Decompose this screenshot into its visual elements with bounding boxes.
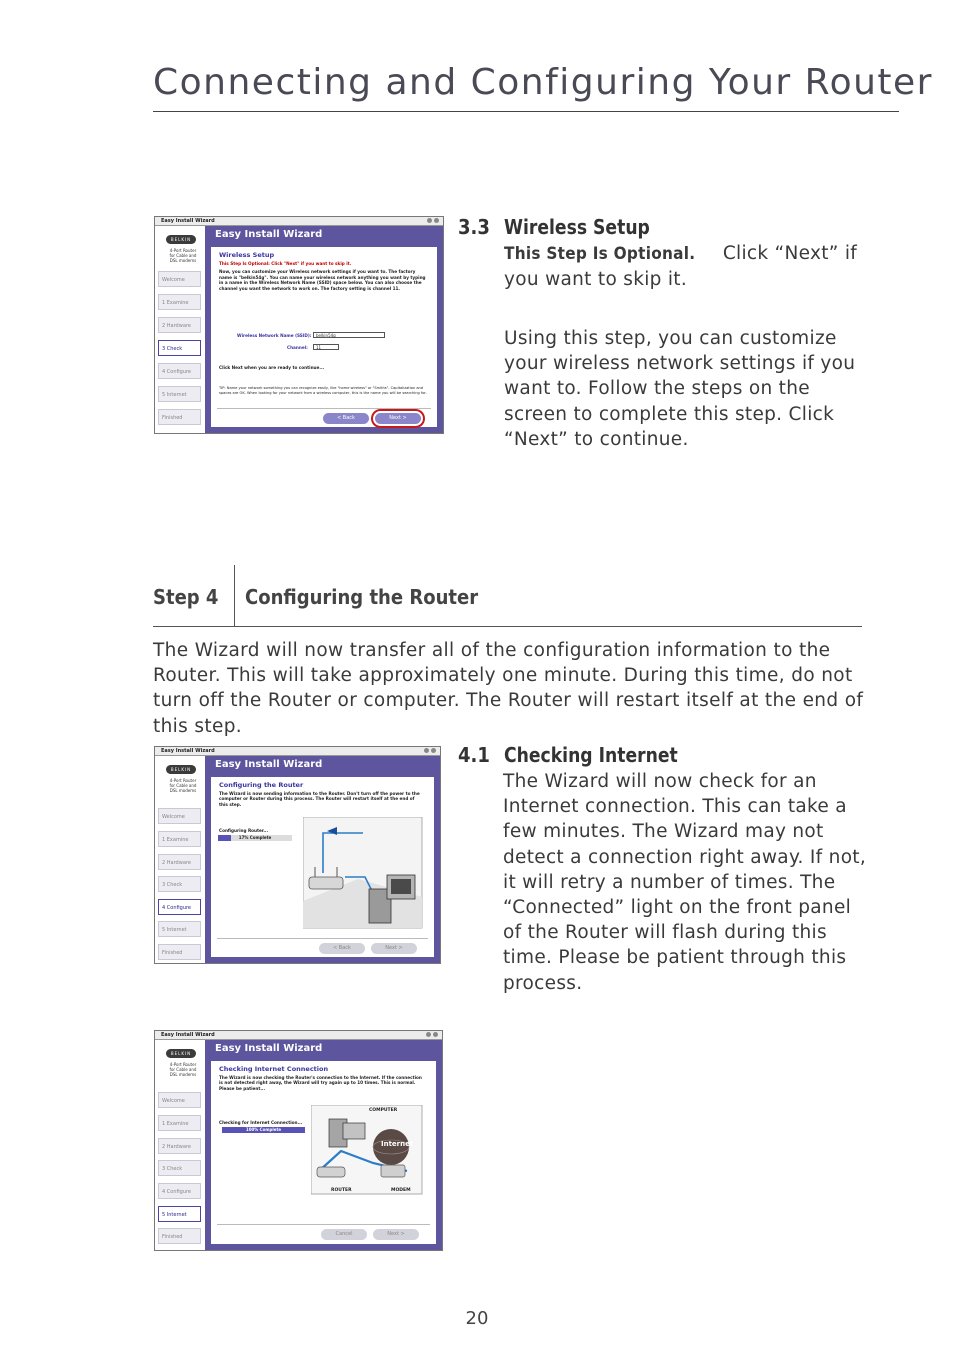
channel-select[interactable]: 11: [313, 344, 339, 350]
wireless-setup-screenshot: [154, 216, 444, 434]
nav-finished: Finished: [158, 1228, 201, 1244]
wizard-title: Easy Install Wizard: [215, 759, 323, 770]
window-titlebar: [155, 1031, 442, 1040]
window-controls: [422, 748, 436, 754]
wizard-panel: [211, 1061, 436, 1244]
nav-internet: 5 Internet: [158, 1206, 201, 1222]
channel-label: Channel:: [287, 345, 308, 350]
product-subtitle: for Cable and DSL modems: [169, 783, 197, 793]
product-name: 4-Port Router: [169, 778, 197, 783]
nav-examine: 1 Examine: [158, 831, 201, 847]
panel-heading: Checking Internet Connection: [219, 1065, 329, 1073]
progress-label: 100% Complete: [245, 1127, 282, 1132]
optional-text: Click “Next” if you want to skip it.: [504, 243, 858, 291]
belkin-logo: BELKIN: [166, 1049, 196, 1058]
section-number: 4.1: [458, 743, 490, 767]
panel-body: [219, 261, 429, 291]
wizard-sidebar: [155, 226, 205, 433]
status-text: Configuring Router...: [219, 828, 269, 833]
internet-label: Internet: [381, 1140, 414, 1148]
optional-line: This Step Is Optional: Click "Next" if you want to skip it.: [219, 261, 352, 266]
window-title: Easy Install Wizard: [161, 1032, 215, 1038]
progress-bar: [218, 835, 292, 841]
nav-welcome: Welcome: [158, 1092, 201, 1108]
step-rule: [153, 626, 862, 627]
nav-hardware: 2 Hardware: [158, 854, 201, 870]
page-title: Connecting and Configuring Your Router: [153, 62, 933, 103]
wizard-content: [205, 756, 440, 963]
wizard-content: [205, 226, 443, 433]
product-name: 4-Port Router: [169, 248, 197, 253]
section-heading: Wireless Setup: [504, 215, 650, 239]
nav-finished: Finished: [158, 409, 201, 425]
back-button[interactable]: < Back: [323, 413, 369, 424]
connection-diagram: [311, 1105, 423, 1195]
back-button[interactable]: < Back: [319, 943, 365, 954]
body-text: Now, you can customize your Wireless network settings if you want to. The factory name is "belkin54g". You can name your wireless network anything you want by typing in a name in the Wireless Network Name (SSID) space below. You can also choose the channel you want the network to work on. The factory setting is channel 11.: [219, 269, 426, 291]
panel-heading: Wireless Setup: [219, 251, 275, 259]
nav-internet: 5 Internet: [158, 921, 201, 937]
router-computer-illustration: [303, 817, 423, 929]
checking-internet-screenshot: [154, 1030, 443, 1251]
continue-text: Click Next when you are ready to continue...: [219, 365, 325, 370]
cancel-button[interactable]: Cancel: [321, 1229, 367, 1240]
product-label: [165, 778, 201, 793]
tip-text: TIP: Name your network something you can recognize easily, like "home wireless" or "Smiths". Capitalization and spaces are OK. When looking for your network from a wireless computer, this is the name you will be searching for.: [219, 386, 427, 395]
status-text: Checking for Internet Connection...: [219, 1120, 303, 1125]
nav-examine: 1 Examine: [158, 1115, 201, 1131]
nav-internet: 5 Internet: [158, 386, 201, 402]
wizard-title: Easy Install Wizard: [215, 229, 323, 240]
window-controls: [425, 218, 439, 224]
wizard-sidebar: [155, 756, 205, 963]
step-divider: [234, 565, 235, 627]
ssid-input[interactable]: belkin54g: [313, 332, 385, 338]
panel-heading: Configuring the Router: [219, 781, 304, 789]
window-title: Easy Install Wizard: [161, 218, 215, 224]
panel-body: The Wizard is now checking the Router's connection to the Internet. If the connection is not detected right away, the Wizard will try again up to 10 times. This is normal. Please be patient...: [219, 1075, 422, 1091]
next-button[interactable]: Next >: [371, 943, 417, 954]
step-title: Configuring the Router: [245, 585, 479, 609]
nav-examine: 1 Examine: [158, 294, 201, 310]
window-titlebar: [155, 217, 443, 226]
progress-label: 17% Complete: [238, 835, 272, 840]
panel-separator: [217, 408, 431, 409]
nav-configure: 4 Configure: [158, 899, 201, 915]
panel-body: The Wizard is now sending information to the Router. Don't turn off the power to the computer or Router during this process. The Router will restart itself at the end of this step.: [219, 791, 420, 807]
modem-label: MODEM: [391, 1188, 411, 1193]
optional-label: This Step Is Optional.: [504, 244, 696, 264]
wizard-sidebar: [155, 1040, 205, 1250]
product-label: [165, 1062, 201, 1077]
nav-configure: 4 Configure: [158, 1183, 201, 1199]
belkin-logo: BELKIN: [166, 235, 196, 244]
configuring-router-screenshot: [154, 746, 441, 964]
window-titlebar: [155, 747, 440, 756]
title-divider: [153, 111, 899, 112]
nav-welcome: Welcome: [158, 808, 201, 824]
section-heading: Checking Internet: [504, 743, 678, 767]
panel-separator: [217, 938, 428, 939]
nav-welcome: Welcome: [158, 271, 201, 287]
nav-hardware: 2 Hardware: [158, 1138, 201, 1154]
section-paragraph: The Wizard will now check for an Internet connection. This can take a few minutes. The Wizard may not detect a connection right away. If not, it will retry a number of times. The “Connected” light on the front panel of the Router will flash during this time. Please be patient through this process.: [503, 771, 867, 994]
belkin-logo: BELKIN: [166, 765, 196, 774]
nav-check: 3 Check: [158, 1160, 201, 1176]
optional-note: [504, 241, 864, 292]
computer-label: COMPUTER: [369, 1108, 398, 1113]
wizard-content: [205, 1040, 442, 1250]
next-button[interactable]: Next >: [373, 1229, 419, 1240]
wizard-title: Easy Install Wizard: [215, 1043, 323, 1054]
wizard-panel: [211, 777, 434, 957]
page-number: 20: [465, 1308, 489, 1329]
progress-bar: [222, 1127, 305, 1133]
product-subtitle: for Cable and DSL modems: [169, 1067, 197, 1077]
wizard-panel: [211, 247, 437, 427]
product-subtitle: for Cable and DSL modems: [169, 253, 197, 263]
router-label: ROUTER: [331, 1188, 352, 1193]
product-label: [165, 248, 201, 263]
step-intro: The Wizard will now transfer all of the configuration information to the Router. This will take approximately one minute. During this time, do not turn off the Router or computer. The Router will restart itself at the end of this step.: [153, 640, 864, 737]
nav-check: 3 Check: [158, 340, 201, 356]
window-title: Easy Install Wizard: [161, 748, 215, 754]
step-label: Step 4: [153, 585, 219, 609]
section-number: 3.3: [458, 215, 490, 239]
nav-check: 3 Check: [158, 876, 201, 892]
ssid-label: Wireless Network Name (SSID):: [237, 333, 312, 338]
product-name: 4-Port Router: [169, 1062, 197, 1067]
nav-configure: 4 Configure: [158, 363, 201, 379]
nav-finished: Finished: [158, 944, 201, 960]
next-button[interactable]: Next >: [375, 413, 421, 424]
window-controls: [424, 1032, 438, 1038]
panel-separator: [217, 1224, 430, 1225]
nav-hardware: 2 Hardware: [158, 317, 201, 333]
section-paragraph: Using this step, you can customize your wireless network settings if you want to. Follow the steps on the screen to complete this step. Click “Next” to continue.: [504, 328, 856, 450]
